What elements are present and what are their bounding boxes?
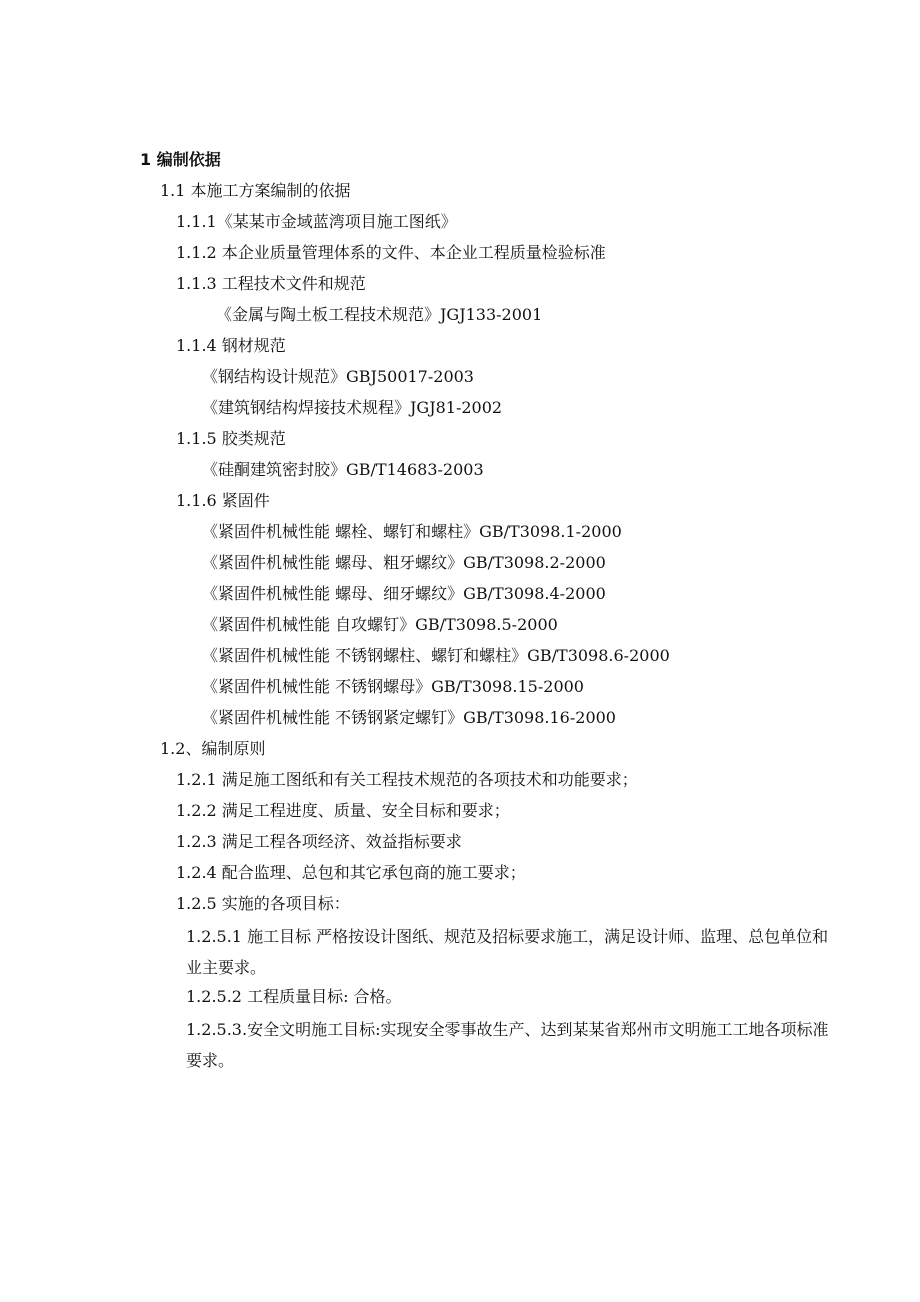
standard-entry: 《紧固件机械性能 不锈钢紧定螺钉》GB/T3098.16-2000 — [202, 708, 616, 727]
paragraph-goal-construction — [140, 921, 840, 983]
list-item: 1.1.6 紧固件 — [176, 491, 270, 510]
standard-entry: 《建筑钢结构焊接技术规程》JGJ81-2002 — [202, 398, 503, 417]
list-item: 1.2.4 配合监理、总包和其它承包商的施工要求； — [176, 863, 526, 882]
list-item: 1.1.1《某某市金域蓝湾项目施工图纸》 — [176, 212, 457, 231]
standard-entry: 《紧固件机械性能 不锈钢螺母》GB/T3098.15-2000 — [202, 677, 584, 696]
section-heading: 1 编制依据 — [140, 150, 221, 169]
list-item: 1.1.4 钢材规范 — [176, 336, 286, 355]
list-item: 1.2.1 满足施工图纸和有关工程技术规范的各项技术和功能要求； — [176, 770, 638, 789]
standard-entry: 《紧固件机械性能 螺母、粗牙螺纹》GB/T3098.2-2000 — [202, 553, 606, 572]
standard-entry: 《紧固件机械性能 螺栓、螺钉和螺柱》GB/T3098.1-2000 — [202, 522, 622, 541]
paragraph-goal-safety — [140, 1014, 840, 1076]
standard-entry: 《金属与陶土板工程技术规范》JGJ133-2001 — [216, 305, 543, 324]
list-item: 1.1.2 本企业质量管理体系的文件、本企业工程质量检验标准 — [176, 243, 606, 262]
standard-entry: 《紧固件机械性能 螺母、细牙螺纹》GB/T3098.4-2000 — [202, 584, 606, 603]
standard-entry: 《紧固件机械性能 自攻螺钉》GB/T3098.5-2000 — [202, 615, 558, 634]
list-item: 1.2.3 满足工程各项经济、效益指标要求 — [176, 832, 462, 851]
list-item: 1.1.5 胶类规范 — [176, 429, 286, 448]
standard-entry: 《钢结构设计规范》GBJ50017-2003 — [202, 367, 474, 386]
subsection-title: 1.2、编制原则 — [160, 739, 266, 758]
standard-entry: 《紧固件机械性能 不锈钢螺柱、螺钉和螺柱》GB/T3098.6-2000 — [202, 646, 670, 665]
standard-entry: 《硅酮建筑密封胶》GB/T14683-2003 — [202, 460, 484, 479]
paragraph-goal-quality: 1.2.5.2 工程质量目标: 合格。 — [186, 987, 402, 1006]
list-item: 1.2.2 满足工程进度、质量、安全目标和要求； — [176, 801, 510, 820]
paragraph-text: 1.2.5.3.安全文明施工目标:实现安全零事故生产、达到某某省郑州市文明施工工地各项标准要求。 — [186, 1020, 829, 1070]
list-item: 1.1.3 工程技术文件和规范 — [176, 274, 366, 293]
paragraph-text: 1.2.5.1 施工目标 严格按设计图纸、规范及招标要求施工，满足设计师、监理、总包单位和业主要求。 — [186, 927, 829, 977]
list-item: 1.2.5 实施的各项目标： — [176, 894, 350, 913]
subsection-title: 1.1 本施工方案编制的依据 — [160, 181, 351, 200]
